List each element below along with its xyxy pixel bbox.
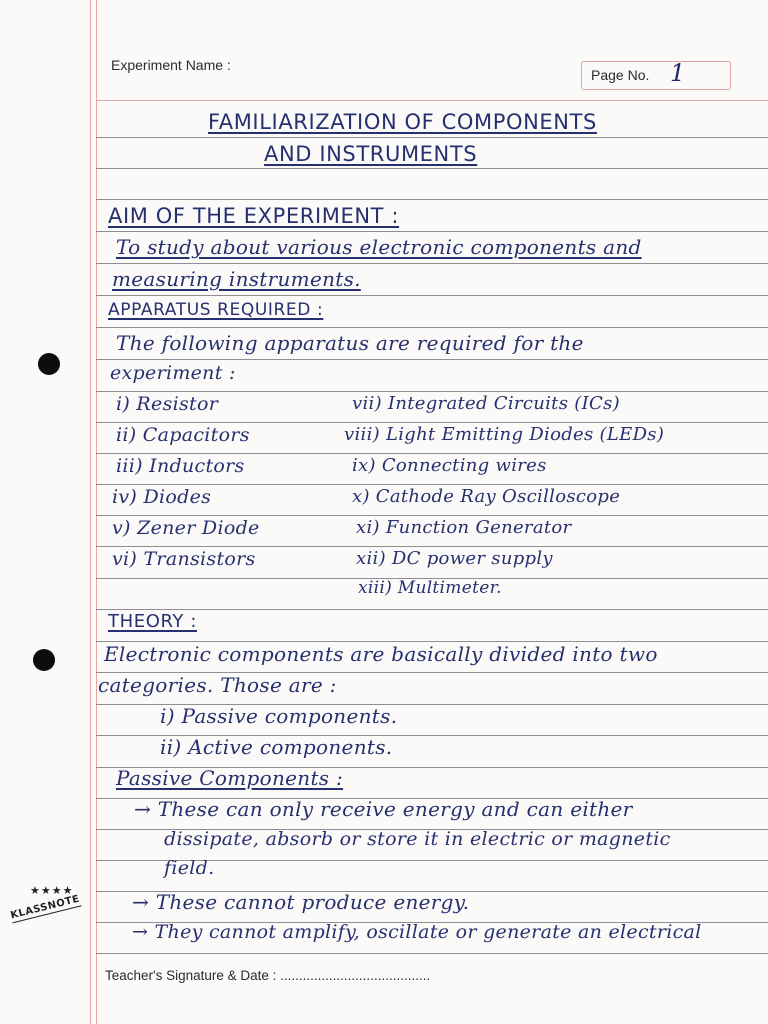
apparatus-item: vi) Transistors — [112, 548, 256, 570]
apparatus-item: viii) Light Emitting Diodes (LEDs) — [344, 424, 665, 445]
apparatus-item: iii) Inductors — [116, 455, 245, 477]
passive-point-1b: dissipate, absorb or store it in electric or magnetic — [164, 828, 671, 850]
ruled-line — [96, 546, 768, 547]
page-number-box — [581, 61, 731, 90]
apparatus-item: ix) Connecting wires — [352, 455, 547, 476]
apparatus-item: ii) Capacitors — [116, 424, 250, 446]
title-line-2: AND INSTRUMENTS — [264, 142, 478, 166]
ruled-line — [96, 453, 768, 454]
margin-line — [96, 0, 97, 1024]
apparatus-item: vii) Integrated Circuits (ICs) — [352, 393, 620, 414]
ruled-line — [96, 231, 768, 232]
title-line-1: FAMILIARIZATION OF COMPONENTS — [208, 110, 597, 134]
ruled-line — [96, 484, 768, 485]
apparatus-item: xi) Function Generator — [356, 517, 572, 538]
passive-point-2: → These cannot produce energy. — [132, 890, 470, 914]
apparatus-item: xiii) Multimeter. — [358, 578, 502, 598]
teacher-signature-label: Teacher's Signature & Date : ........................................ — [105, 968, 431, 983]
aim-line-1: To study about various electronic components and — [116, 235, 642, 259]
page-number: 1 — [670, 59, 686, 87]
ruled-line — [96, 391, 768, 392]
apparatus-item: x) Cathode Ray Oscilloscope — [352, 486, 621, 507]
apparatus-heading: APPARATUS REQUIRED : — [108, 300, 324, 320]
aim-heading: AIM OF THE EXPERIMENT : — [108, 204, 400, 228]
ruled-line — [96, 199, 768, 200]
ruled-line — [96, 168, 768, 169]
ruled-line — [96, 263, 768, 264]
ruled-line — [96, 137, 768, 138]
theory-heading: THEORY : — [108, 611, 198, 632]
ruled-line — [96, 327, 768, 328]
apparatus-intro-1: The following apparatus are required for the — [116, 331, 584, 355]
header-rule — [96, 100, 768, 101]
binder-hole — [38, 353, 60, 375]
aim-line-2: measuring instruments. — [112, 267, 361, 291]
binder-hole — [33, 649, 55, 671]
apparatus-item: v) Zener Diode — [112, 517, 260, 539]
ruled-line — [96, 359, 768, 360]
passive-heading: Passive Components : — [116, 766, 344, 790]
ruled-line — [96, 953, 768, 954]
apparatus-item: xii) DC power supply — [356, 548, 553, 569]
apparatus-item: i) Resistor — [116, 393, 219, 415]
passive-point-1a: → These can only receive energy and can either — [134, 797, 633, 821]
logo-stars-icon: ★★★★ — [30, 884, 74, 897]
apparatus-item: iv) Diodes — [112, 486, 212, 508]
klassnote-logo — [8, 884, 88, 928]
theory-category-1: i) Passive components. — [160, 704, 398, 728]
ruled-line — [96, 515, 768, 516]
theory-category-2: ii) Active components. — [160, 735, 393, 759]
passive-point-3: → They cannot amplify, oscillate or generate an electrical — [132, 921, 702, 943]
apparatus-intro-2: experiment : — [110, 362, 236, 384]
ruled-line — [96, 295, 768, 296]
passive-point-1c: field. — [164, 857, 215, 879]
theory-line-1: Electronic components are basically divided into two — [104, 642, 658, 666]
margin-line — [90, 0, 91, 1024]
experiment-name-label: Experiment Name : — [111, 57, 231, 73]
theory-line-2: categories. Those are : — [98, 673, 337, 697]
page-number-label: Page No. — [591, 67, 650, 83]
ruled-line — [96, 609, 768, 610]
ruled-line — [96, 422, 768, 423]
logo-text: KLASSNOTE — [9, 893, 81, 922]
